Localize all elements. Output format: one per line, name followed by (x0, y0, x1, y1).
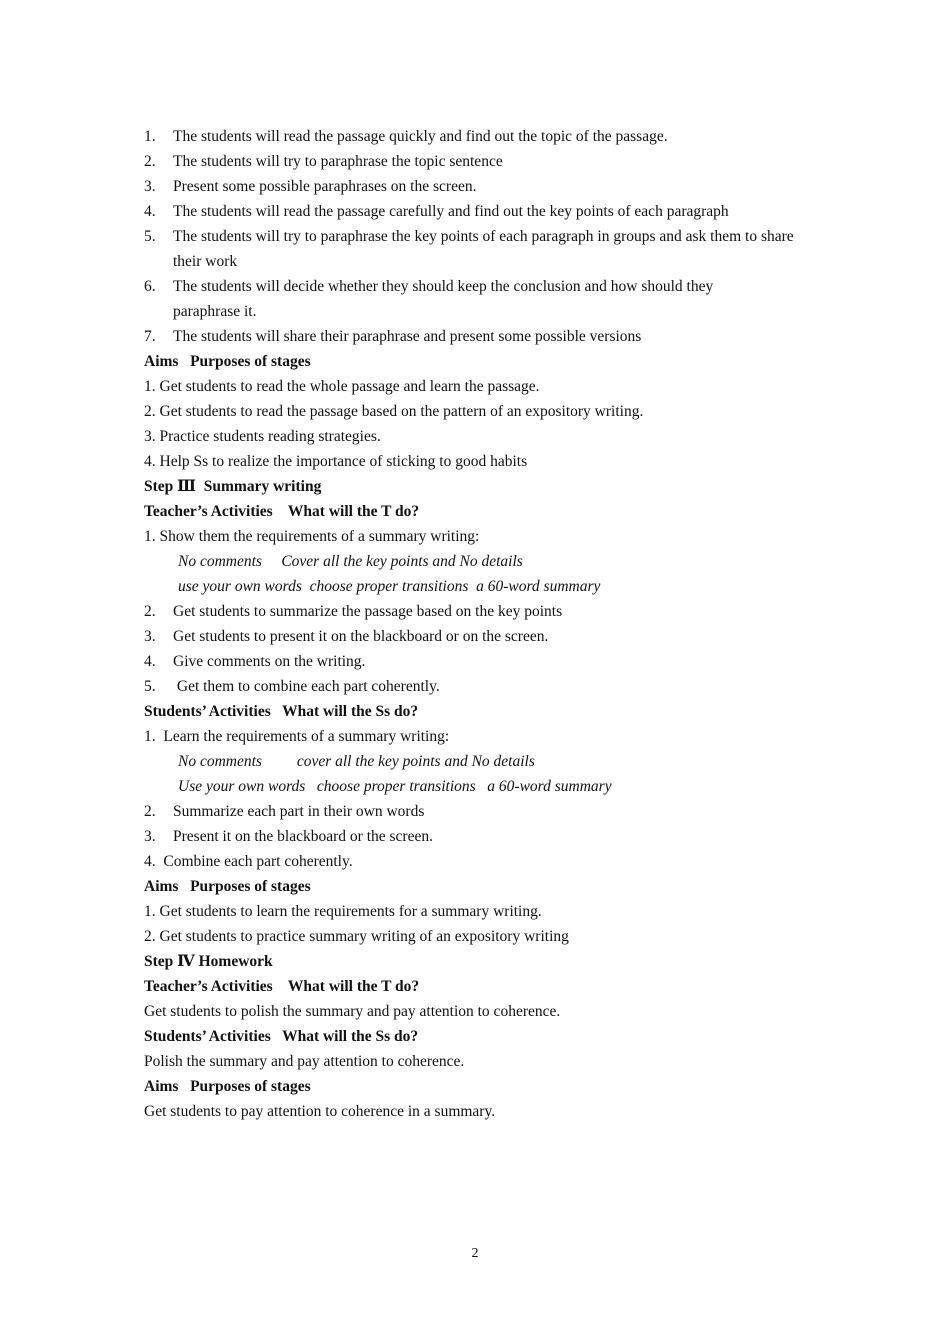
aims-item: 3. Practice students reading strategies. (144, 428, 381, 445)
list-item: 7. The students will share their paraphrase and present some possible versions (144, 328, 642, 345)
aims-item: 4. Help Ss to realize the importance of sticking to good habits (144, 453, 528, 470)
list-item: 2. The students will try to paraphrase the topic sentence (144, 153, 503, 170)
list-item: 3. Present some possible paraphrases on the screen. (144, 178, 477, 195)
teacher-item: 2. Get students to summarize the passage based on the key points (144, 603, 563, 620)
aims-text: Get students to pay attention to coherence in a summary. (144, 1103, 496, 1120)
requirements-line: No comments cover all the key points and No details (178, 753, 535, 770)
teacher-text: Get students to polish the summary and pay attention to coherence. (144, 1003, 561, 1020)
teacher-activities-heading: Teacher’s Activities What will the T do? (144, 978, 420, 995)
students-text: Polish the summary and pay attention to coherence. (144, 1053, 465, 1070)
students-activities-heading: Students’ Activities What will the Ss do? (144, 1028, 419, 1045)
students-item: 2. Summarize each part in their own words (144, 803, 425, 820)
list-item: 4. The students will read the passage carefully and find out the key points of each paragraph (144, 203, 729, 220)
students-item: 4. Combine each part coherently. (144, 853, 353, 870)
aims-heading: Aims Purposes of stages (144, 878, 311, 895)
aims-heading: Aims Purposes of stages (144, 1078, 311, 1095)
step3-heading: Step Ⅲ Summary writing (144, 478, 322, 495)
students-item: 1. Learn the requirements of a summary writing: (144, 728, 450, 745)
teacher-item: 3. Get students to present it on the blackboard or on the screen. (144, 628, 549, 645)
document-body (144, 124, 824, 1124)
teacher-activities-heading: Teacher’s Activities What will the T do? (144, 503, 420, 520)
aims-item: 2. Get students to practice summary writing of an expository writing (144, 928, 569, 945)
students-item: 3. Present it on the blackboard or the screen. (144, 828, 433, 845)
teacher-item: 5. Get them to combine each part coherently. (144, 678, 440, 695)
aims-item: 2. Get students to read the passage based on the pattern of an expository writing. (144, 403, 644, 420)
requirements-line: No comments Cover all the key points and No details (178, 553, 523, 570)
page-number: 2 (471, 1246, 479, 1261)
list-item: 1. The students will read the passage quickly and find out the topic of the passage. (144, 128, 668, 145)
aims-item: 1. Get students to learn the requirements for a summary writing. (144, 903, 542, 920)
list-item: 5. The students will try to paraphrase the key points of each paragraph in groups and ask them to share their work (144, 228, 794, 270)
aims-heading: Aims Purposes of stages (144, 353, 311, 370)
students-activities-heading: Students’ Activities What will the Ss do? (144, 703, 419, 720)
step4-heading: Step Ⅳ Homework (144, 953, 273, 970)
teacher-item: 1. Show them the requirements of a summary writing: (144, 528, 480, 545)
aims-item: 1. Get students to read the whole passage and learn the passage. (144, 378, 540, 395)
requirements-line: Use your own words choose proper transitions a 60-word summary (178, 778, 612, 795)
requirements-line: use your own words choose proper transitions a 60-word summary (178, 578, 601, 595)
list-item: 6. The students will decide whether they should keep the conclusion and how should they paraphrase it. (144, 278, 714, 320)
teacher-item: 4. Give comments on the writing. (144, 653, 366, 670)
